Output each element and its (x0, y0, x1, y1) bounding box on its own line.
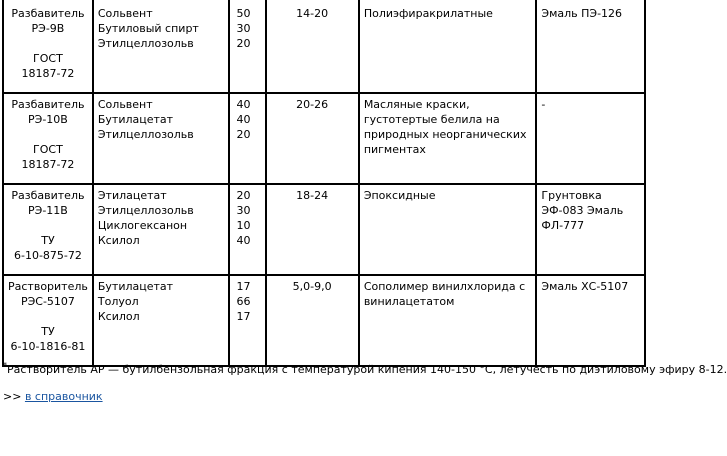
component: Бутиловый спирт (97, 22, 199, 35)
amounts-cell (229, 184, 266, 275)
back-link-prefix: >> (3, 390, 25, 403)
solvent-grade: РЭ-10В (28, 113, 68, 126)
solvent-name: Разбавитель (11, 98, 85, 111)
components-cell (93, 93, 229, 184)
amount: 40 (236, 234, 251, 247)
materials-cell: Полиэфиракрилатные (359, 0, 537, 93)
amount: 66 (236, 295, 251, 308)
materials-cell: Эпоксидные (359, 184, 537, 275)
amount: 30 (236, 204, 251, 217)
spacer (8, 36, 88, 51)
paints-cell: Эмаль ХС-5107 (536, 275, 645, 366)
table-row (3, 93, 645, 184)
amount: 17 (236, 280, 251, 293)
component: Сольвент (97, 98, 153, 111)
component: Ксилол (97, 234, 140, 247)
solvent-name: Разбавитель (11, 7, 85, 20)
amount: 40 (236, 113, 251, 126)
solvent-name-cell (3, 93, 93, 184)
spacer (8, 218, 88, 233)
component: Бутилацетат (97, 280, 174, 293)
solvents-table (2, 0, 646, 367)
component: Циклогексанон (97, 219, 188, 232)
materials-cell: Масляные краски, густотертые белила на природных неорганических пигментах (359, 93, 537, 184)
amount: 10 (236, 219, 251, 232)
amount: 20 (236, 37, 251, 50)
paints-cell: Грунтовка ЭФ-083 Эмаль ФЛ-777 (536, 184, 645, 275)
solvent-name: Растворитель (8, 280, 88, 293)
footnote-mark: * (3, 361, 7, 370)
component: Ксилол (97, 310, 140, 323)
amounts-cell (229, 275, 266, 366)
components-cell (93, 184, 229, 275)
amounts-cell (229, 0, 266, 93)
solvent-name-cell (3, 275, 93, 366)
paints-cell: - (536, 93, 645, 184)
amount: 40 (236, 98, 251, 111)
temperature-cell: 5,0-9,0 (266, 275, 359, 366)
component: Толуол (97, 295, 139, 308)
standard-type: ТУ (41, 325, 55, 338)
footnote-text: Растворитель АР — бутилбензольная фракция с температурой кипения 140-150 °С, летучесть по диэтиловому эфиру 8-12. (7, 363, 727, 376)
solvent-name-cell (3, 0, 93, 93)
component: Бутилацетат (97, 113, 174, 126)
footnote (3, 363, 727, 376)
table-row (3, 0, 645, 93)
amounts-cell (229, 93, 266, 184)
standard-number: 6-10-1816-81 (10, 340, 86, 353)
components-cell (93, 0, 229, 93)
component: Этилцеллозольв (97, 37, 194, 50)
spacer (8, 127, 88, 142)
solvent-name-cell (3, 184, 93, 275)
components-cell (93, 275, 229, 366)
solvent-grade: РЭС-5107 (20, 295, 75, 308)
standard-number: 18187-72 (21, 158, 75, 171)
back-link-row (3, 390, 103, 403)
component: Этилацетат (97, 189, 167, 202)
back-to-directory-link[interactable]: в справочник (24, 390, 103, 403)
standard-type: ТУ (41, 234, 55, 247)
temperature-cell: 14-20 (266, 0, 359, 93)
component: Сольвент (97, 7, 153, 20)
spacer (8, 309, 88, 324)
amount: 17 (236, 310, 251, 323)
amount: 20 (236, 128, 251, 141)
table-row (3, 275, 645, 366)
materials-cell: Сополимер винилхлорида с винилацетатом (359, 275, 537, 366)
temperature-cell: 18-24 (266, 184, 359, 275)
component: Этилцеллозольв (97, 204, 194, 217)
component: Этилцеллозольв (97, 128, 194, 141)
standard-type: ГОСТ (33, 52, 63, 65)
table-row (3, 184, 645, 275)
amount: 20 (236, 189, 251, 202)
temperature-cell: 20-26 (266, 93, 359, 184)
standard-number: 6-10-875-72 (13, 249, 82, 262)
paints-cell: Эмаль ПЭ-126 (536, 0, 645, 93)
solvent-grade: РЭ-11В (28, 204, 68, 217)
standard-type: ГОСТ (33, 143, 63, 156)
standard-number: 18187-72 (21, 67, 75, 80)
amount: 30 (236, 22, 251, 35)
solvent-grade: РЭ-9В (31, 22, 65, 35)
solvent-name: Разбавитель (11, 189, 85, 202)
amount: 50 (236, 7, 251, 20)
